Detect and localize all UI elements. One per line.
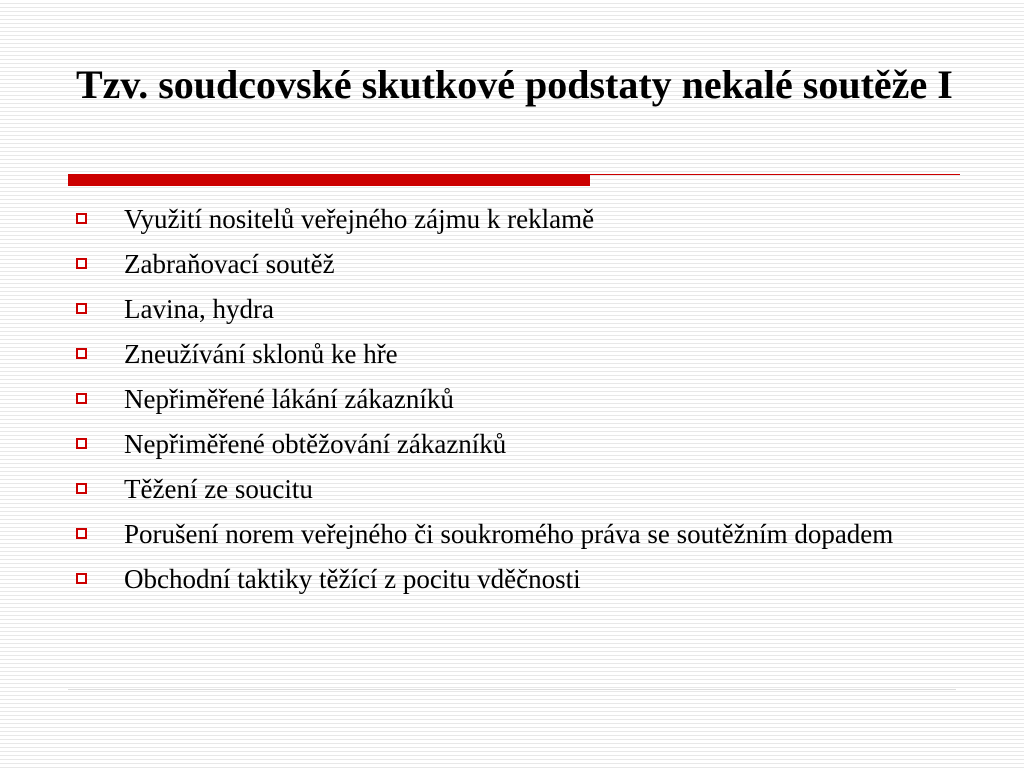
hollow-square-bullet-icon [76,438,87,449]
list-item [76,292,948,326]
bullet-text: Zabraňovací soutěž [124,249,335,279]
footer-divider [68,689,956,690]
bullet-text: Zneužívání sklonů ke hře [124,339,398,369]
bullet-list [76,202,948,607]
hollow-square-bullet-icon [76,483,87,494]
bullet-text: Těžení ze soucitu [124,474,313,504]
list-item [76,517,948,551]
list-item [76,382,948,416]
bullet-text: Nepřiměřené obtěžování zákazníků [124,429,507,459]
slide-title: Tzv. soudcovské skutkové podstaty nekalé soutěže I [76,62,953,107]
list-item [76,562,948,596]
list-item [76,202,948,236]
list-item [76,472,948,506]
hollow-square-bullet-icon [76,393,87,404]
bullet-text: Nepřiměřené lákání zákazníků [124,384,454,414]
hollow-square-bullet-icon [76,573,87,584]
bullet-text: Porušení norem veřejného či soukromého práva se soutěžním dopadem [124,519,894,549]
hollow-square-bullet-icon [76,213,87,224]
list-item [76,337,948,371]
list-item [76,247,948,281]
bullet-text: Lavina, hydra [124,294,274,324]
hollow-square-bullet-icon [76,528,87,539]
list-item [76,427,948,461]
hollow-square-bullet-icon [76,348,87,359]
hollow-square-bullet-icon [76,258,87,269]
title-divider-thick [68,175,590,186]
bullet-text: Obchodní taktiky těžící z pocitu vděčnosti [124,564,581,594]
bullet-text: Využití nositelů veřejného zájmu k reklamě [124,204,595,234]
hollow-square-bullet-icon [76,303,87,314]
